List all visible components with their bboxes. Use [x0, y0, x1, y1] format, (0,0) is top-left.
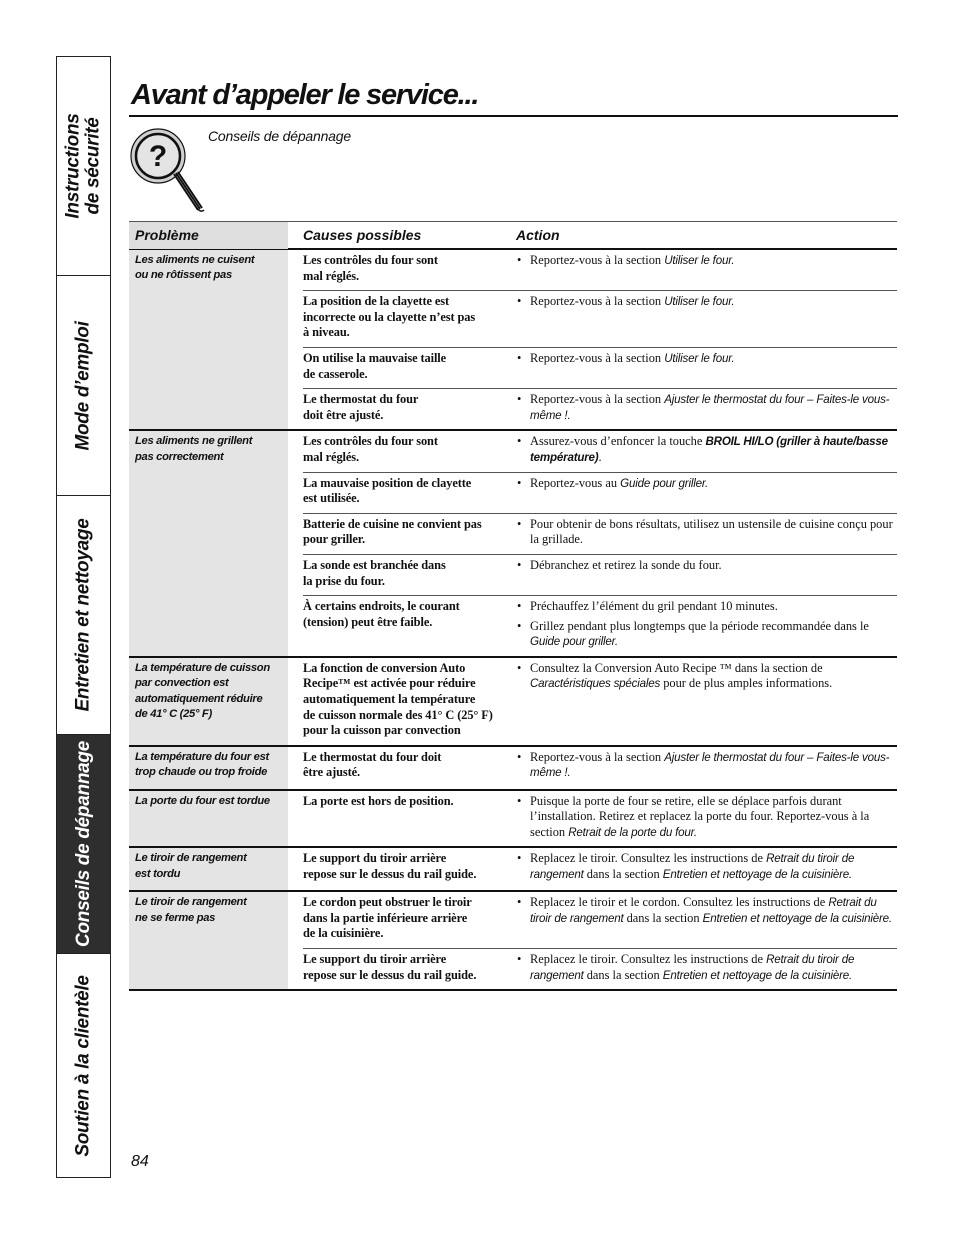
action-text: Retrait du tiroir de rangement	[530, 953, 855, 982]
tab-label	[64, 113, 104, 218]
action-cell	[511, 351, 897, 382]
cause-cell	[303, 434, 511, 465]
action-text: Replacez le tiroir. Consultez les instructions de	[530, 952, 767, 967]
cause-cell	[303, 794, 511, 841]
action-text: Grillez pendant plus longtemps que la période recommandée dans le	[530, 618, 869, 633]
table-row	[303, 389, 897, 429]
cause-line: repose sur le dessus du rail guide.	[303, 867, 477, 882]
cause-line: pour griller.	[303, 532, 366, 547]
cause-line: Recipe™ est activée pour réduire	[303, 676, 476, 691]
action-text: Replacez le tiroir et le cordon. Consultez les instructions de	[530, 895, 829, 910]
action-text: BROIL HI/LO (griller à haute/basse température)	[530, 435, 888, 464]
action-text: Reportez-vous à la section	[530, 392, 665, 407]
problem-line: ne se ferme pas	[135, 911, 216, 924]
header-action: Action	[516, 227, 560, 243]
page-title: Avant d’appeler le service...	[131, 79, 479, 111]
action-cell	[511, 434, 897, 465]
action-text: Entretien et nettoyage de la cuisinière.	[662, 968, 853, 982]
table-row	[303, 431, 897, 472]
action-cell	[511, 253, 897, 284]
tab-label	[74, 741, 94, 947]
action-cell	[511, 599, 897, 650]
action-text: Puisque la porte de four se retire, elle se déplace parfois durant l’installation. Retirez et replacez la porte du four. Reportez-vous à la section	[530, 793, 870, 839]
cause-line: incorrecte ou la clayette n’est pas	[303, 309, 476, 324]
problem-line: pas correctement	[135, 450, 224, 463]
section-tabs	[56, 56, 111, 1178]
action-cell	[511, 476, 897, 507]
action-text: Utiliser le four.	[664, 351, 735, 365]
table-row	[303, 291, 897, 348]
action-text: Replacez le tiroir. Consultez les instructions de	[530, 851, 767, 866]
table-row	[303, 658, 897, 745]
problem-group	[129, 431, 897, 658]
header-probleme: Problème	[129, 222, 288, 249]
action-cell	[511, 952, 897, 983]
tab-label-line: Entretien et nettoyage	[72, 518, 94, 712]
action-bullet	[515, 661, 897, 692]
subtitle: Conseils de dépannage	[208, 128, 351, 144]
problem-cell	[129, 791, 288, 847]
problem-line: trop chaude ou trop froide	[135, 766, 268, 779]
problem-line: La température de cuisson	[135, 661, 270, 674]
cause-line: Les contrôles du four sont	[303, 434, 438, 449]
problem-cell	[129, 892, 288, 989]
action-bullet	[515, 794, 897, 841]
cause-line: dans la partie inférieure arrière	[303, 910, 468, 925]
action-text: Reportez-vous à la section	[530, 350, 665, 365]
action-bullet	[515, 294, 897, 310]
troubleshooting-table	[129, 221, 897, 991]
action-text: Reportez-vous à la section	[530, 253, 665, 267]
tab-label-line: Soutien à la clientèle	[72, 974, 94, 1157]
action-text: dans la section	[583, 967, 663, 982]
action-text: Guide pour griller.	[620, 476, 709, 490]
action-text: Débranchez et retirez la sonde du four.	[530, 557, 722, 572]
cause-cell	[303, 517, 511, 548]
cause-line: Le thermostat du four	[303, 392, 419, 407]
cause-line: mal réglés.	[303, 449, 360, 464]
action-bullet	[515, 476, 897, 492]
cause-cell	[303, 476, 511, 507]
tab-label	[74, 519, 94, 712]
cause-rows	[288, 791, 897, 847]
action-text: Utiliser le four.	[664, 295, 735, 309]
problem-line: La porte du four est tordue	[135, 794, 270, 807]
cause-cell	[303, 952, 511, 983]
action-bullet	[515, 392, 897, 423]
problem-line: automatiquement réduire	[135, 692, 263, 705]
problem-line: Les aliments ne grillent	[135, 435, 253, 448]
action-text: Ajuster le thermostat du four – Faites-le vous-même !.	[530, 393, 890, 422]
cause-line: La fonction de conversion Auto	[303, 660, 466, 675]
action-text: Utiliser le four.	[664, 254, 735, 267]
action-bullet	[515, 952, 897, 983]
cause-line: être ajusté.	[303, 765, 361, 780]
action-text: Préchauffez l’élément du gril pendant 10 minutes.	[530, 599, 778, 614]
problem-line: est tordu	[135, 867, 181, 880]
problem-group	[129, 848, 897, 892]
title-rule	[129, 115, 898, 117]
cause-line: la prise du four.	[303, 573, 385, 588]
table-row	[303, 949, 897, 989]
action-text: Reportez-vous à la section	[530, 749, 665, 764]
cause-rows	[288, 250, 897, 429]
action-text: dans la section	[623, 910, 703, 925]
cause-rows	[288, 892, 897, 989]
cause-line: On utilise la mauvaise taille	[303, 350, 447, 365]
action-bullet	[515, 517, 897, 548]
tab-label	[74, 975, 94, 1156]
tab-0[interactable]	[57, 57, 110, 276]
cause-line: Le support du tiroir arrière	[303, 851, 447, 866]
magnifier-question-icon	[130, 128, 208, 216]
cause-rows	[288, 431, 897, 656]
cause-line: mal réglés.	[303, 268, 360, 283]
cause-line: (tension) peut être faible.	[303, 614, 433, 629]
cause-line: de cuisson normale des 41° C (25° F)	[303, 707, 493, 722]
action-bullet	[515, 351, 897, 367]
table-header	[129, 221, 897, 250]
action-text: Reportez-vous à la section	[530, 294, 665, 309]
problem-line: Le tiroir de rangement	[135, 896, 247, 909]
cause-cell	[303, 895, 511, 942]
cause-cell	[303, 851, 511, 882]
cause-rows	[288, 658, 897, 745]
table-row	[303, 747, 897, 787]
cause-line: Les contrôles du four sont	[303, 253, 438, 267]
action-cell	[511, 294, 897, 341]
cause-line: automatiquement la température	[303, 692, 476, 707]
cause-cell	[303, 351, 511, 382]
tab-label-line: Conseils de dépannage	[72, 741, 94, 947]
action-text: dans la section	[583, 867, 663, 882]
action-cell	[511, 851, 897, 882]
action-bullet	[515, 253, 897, 269]
problem-line: Le tiroir de rangement	[135, 852, 247, 865]
cause-cell	[303, 558, 511, 589]
action-text: Consultez la Conversion Auto Recipe ™ dans la section de	[530, 660, 823, 675]
cause-line: À certains endroits, le courant	[303, 599, 460, 614]
problem-group	[129, 250, 897, 431]
cause-rows	[288, 848, 897, 890]
cause-line: est utilisée.	[303, 491, 360, 506]
cause-line: La porte est hors de position.	[303, 793, 454, 808]
cause-line: de casserole.	[303, 366, 368, 381]
table-row	[303, 892, 897, 949]
cause-line: Batterie de cuisine ne convient pas	[303, 516, 482, 531]
action-text: Entretien et nettoyage de la cuisinière.	[662, 868, 853, 882]
cause-cell	[303, 750, 511, 781]
cause-cell	[303, 392, 511, 423]
action-text: .	[598, 449, 602, 464]
svg-text:?: ?	[148, 140, 168, 173]
tab-label-line: Mode d’emploi	[72, 320, 94, 451]
table-row	[303, 555, 897, 596]
cause-line: La sonde est branchée dans	[303, 557, 446, 572]
table-row	[303, 596, 897, 656]
action-text: Retrait de la porte du four.	[568, 825, 697, 839]
table-body	[129, 250, 897, 991]
problem-group	[129, 747, 897, 791]
action-text: Guide pour griller.	[530, 635, 618, 649]
action-text: Reportez-vous au	[530, 475, 621, 490]
tab-4[interactable]	[57, 954, 110, 1177]
tab-2[interactable]	[57, 496, 110, 735]
cause-rows	[288, 747, 897, 789]
cause-line: Le cordon peut obstruer le tiroir	[303, 895, 472, 910]
action-bullet	[515, 851, 897, 882]
action-text: pour de plus amples informations.	[660, 676, 833, 691]
cause-line: La mauvaise position de clayette	[303, 475, 472, 490]
action-cell	[511, 794, 897, 841]
action-cell	[511, 392, 897, 423]
cause-cell	[303, 294, 511, 341]
table-row	[303, 348, 897, 389]
action-text: Pour obtenir de bons résultats, utilisez un ustensile de cuisine conçu pour la grillade.	[530, 516, 893, 547]
problem-line: Les aliments ne cuisent	[135, 254, 255, 266]
cause-line: repose sur le dessus du rail guide.	[303, 967, 477, 982]
problem-cell	[129, 848, 288, 890]
problem-cell	[129, 250, 288, 429]
problem-line: de 41° C (25° F)	[135, 708, 212, 721]
cause-cell	[303, 253, 511, 284]
tab-1[interactable]	[57, 276, 110, 496]
problem-group	[129, 791, 897, 849]
action-text: Retrait du tiroir de rangement	[530, 896, 877, 925]
problem-group	[129, 892, 897, 991]
action-bullet	[515, 558, 897, 574]
problem-cell	[129, 747, 288, 789]
cause-line: pour la cuisson par convection	[303, 723, 461, 738]
action-cell	[511, 558, 897, 589]
action-cell	[511, 895, 897, 942]
cause-cell	[303, 661, 511, 739]
problem-line: par convection est	[135, 677, 229, 690]
table-row	[303, 791, 897, 847]
header-causes: Causes possibles	[303, 227, 422, 243]
table-row	[303, 848, 897, 888]
problem-cell	[129, 658, 288, 745]
tab-3[interactable]	[57, 735, 110, 954]
action-text: Caractéristiques spéciales	[530, 677, 661, 691]
table-row	[303, 473, 897, 514]
page-number: 84	[131, 1153, 149, 1170]
problem-cell	[129, 431, 288, 656]
cause-line: doit être ajusté.	[303, 407, 384, 422]
action-bullet	[515, 599, 897, 615]
problem-line: La température du four est	[135, 750, 269, 763]
tab-label	[74, 321, 94, 450]
action-bullet	[515, 434, 897, 465]
cause-cell	[303, 599, 511, 650]
cause-line: Le support du tiroir arrière	[303, 952, 447, 967]
action-text: Assurez-vous d’enfoncer la touche	[530, 434, 706, 449]
cause-line: Le thermostat du four doit	[303, 749, 442, 764]
cause-line: à niveau.	[303, 325, 350, 340]
problem-group	[129, 658, 897, 747]
action-bullet	[515, 619, 897, 650]
cause-line: de la cuisinière.	[303, 926, 384, 941]
action-text: Entretien et nettoyage de la cuisinière.	[702, 911, 892, 925]
tab-label-line: de sécurité	[82, 117, 104, 215]
action-bullet	[515, 895, 897, 926]
tab-label-line: Instructions	[62, 113, 84, 219]
action-bullet	[515, 750, 897, 781]
action-cell	[511, 517, 897, 548]
action-text: Ajuster le thermostat du four – Faites-le vous-même !.	[530, 750, 890, 780]
problem-line: ou ne rôtissent pas	[135, 269, 232, 282]
table-row	[303, 514, 897, 555]
table-row	[303, 250, 897, 291]
action-text: Retrait du tiroir de rangement	[530, 852, 855, 882]
action-cell	[511, 661, 897, 739]
action-cell	[511, 750, 897, 781]
cause-line: La position de la clayette est	[303, 294, 450, 309]
